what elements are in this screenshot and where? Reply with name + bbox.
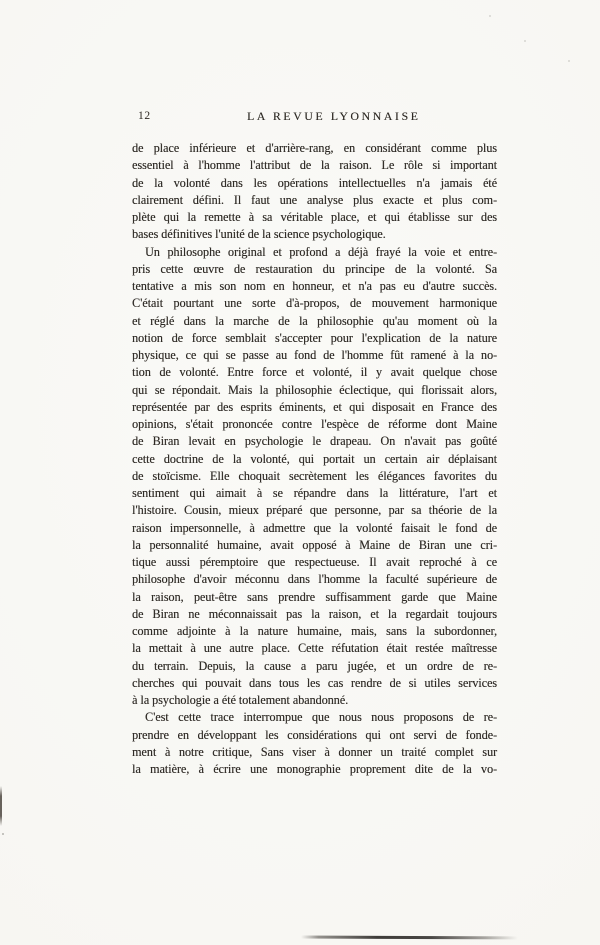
scan-artifact-bottom-edge (301, 936, 518, 940)
text-line: de place inférieure et d'arrière-rang, en considérant comme plus (132, 141, 497, 155)
text-line: physique, ce qui se passe au fond de l'homme fût ramené à la no- (132, 348, 497, 362)
text-line: ment à notre critique, Sans viser à donner un traité complet sur (132, 744, 497, 759)
scan-speck (489, 15, 491, 17)
text-line: la raison, peut-être sans prendre suffisamment garde que Maine (132, 589, 497, 604)
text-line: opinions, s'était prononcée contre l'espèce de réforme dont Maine (132, 417, 497, 431)
text-line: de stoïcisme. Elle choquait secrètement les élégances favorites du (132, 468, 497, 483)
text-line: représentée par des esprits éminents, et qui disposait en France des (132, 399, 497, 414)
scan-artifact-left-streak (0, 786, 2, 826)
text-line: qui se répondait. Mais la philosophie éclectique, qui florissait alors, (132, 382, 497, 397)
text-line: tion de volonté. Entre force et volonté, il y avait quelque chose (132, 365, 497, 380)
text-line: notion de force semblait s'accepter pour l'explication de la nature (132, 330, 497, 345)
text-line: à la psychologie a été totalement abandonné. (132, 693, 349, 707)
text-line: l'histoire. Cousin, mieux préparé que personne, par sa théorie de la (132, 503, 497, 518)
text-line: la matière, à écrire une monographie proprement dite de la vo- (132, 762, 497, 776)
text-line: du terrain. Depuis, la cause a paru jugée, et un ordre de re- (132, 658, 497, 673)
text-line: la personnalité humaine, avait opposé à Maine de Biran une cri- (132, 537, 497, 552)
text-line: C'était pourtant une sorte d'à-propos, de mouvement harmonique (132, 296, 497, 311)
running-title: LA REVUE LYONNAISE (247, 109, 421, 123)
text-line: sentiment qui aimait à se répandre dans la littérature, l'art et (132, 486, 497, 500)
body-text (132, 140, 497, 778)
text-line: raison impersonnelle, à admettre que la volonté faisait le fond de (132, 520, 497, 535)
page-header (137, 109, 497, 125)
text-line: philosophe d'avoir méconnu dans l'homme la faculté supérieure de (132, 572, 497, 587)
page-number: 12 (138, 110, 151, 122)
scan-speck (568, 60, 570, 62)
text-line: pris cette œuvre de restauration du principe de la volonté. Sa (132, 261, 497, 276)
text-line: essentiel à l'homme l'attribut de la raison. Le rôle si important (132, 158, 497, 173)
text-line: de la volonté dans les opérations intellectuelles n'a jamais été (132, 175, 497, 190)
text-line: Un philosophe original et profond a déjà frayé la voie et entre- (145, 244, 497, 259)
scan-speck (2, 833, 4, 835)
scan-speck (524, 40, 526, 42)
text-line: de Biran levait en psychologie le drapeau. On n'avait pas goûté (132, 434, 497, 449)
text-line: plète qui la remette à sa véritable place, et qui établisse sur des (132, 210, 497, 224)
text-line: cette doctrine de la volonté, qui portait un certain air déplaisant (132, 451, 497, 466)
text-line: tique aussi péremptoire que respectueuse. Il avait reproché à ce (132, 555, 497, 569)
text-line: bases définitives l'unité de la science psychologique. (132, 227, 386, 242)
text-line: la mettait à une autre place. Cette réfutation était restée maîtresse (132, 641, 497, 656)
text-line: et réglé dans la marche de la philosophie qu'au moment où la (132, 313, 497, 328)
text-line: clairement défini. Il faut une analyse plus exacte et plus com- (132, 192, 497, 207)
text-line: de Biran ne méconnaissait pas la raison, et la regardait toujours (132, 606, 497, 621)
text-line: cherches qui pouvait dans tous les cas rendre de si utiles services (132, 675, 497, 690)
text-line: prendre en développant les considérations qui ont servi de fonde- (132, 727, 497, 742)
text-line: comme adjointe à la nature humaine, mais, sans la subordonner, (132, 624, 497, 638)
text-line: C'est cette trace interrompue que nous nous proposons de re- (145, 710, 497, 725)
text-line: tentative a mis son nom en honneur, et n'a pas eu d'autre succès. (132, 279, 497, 293)
